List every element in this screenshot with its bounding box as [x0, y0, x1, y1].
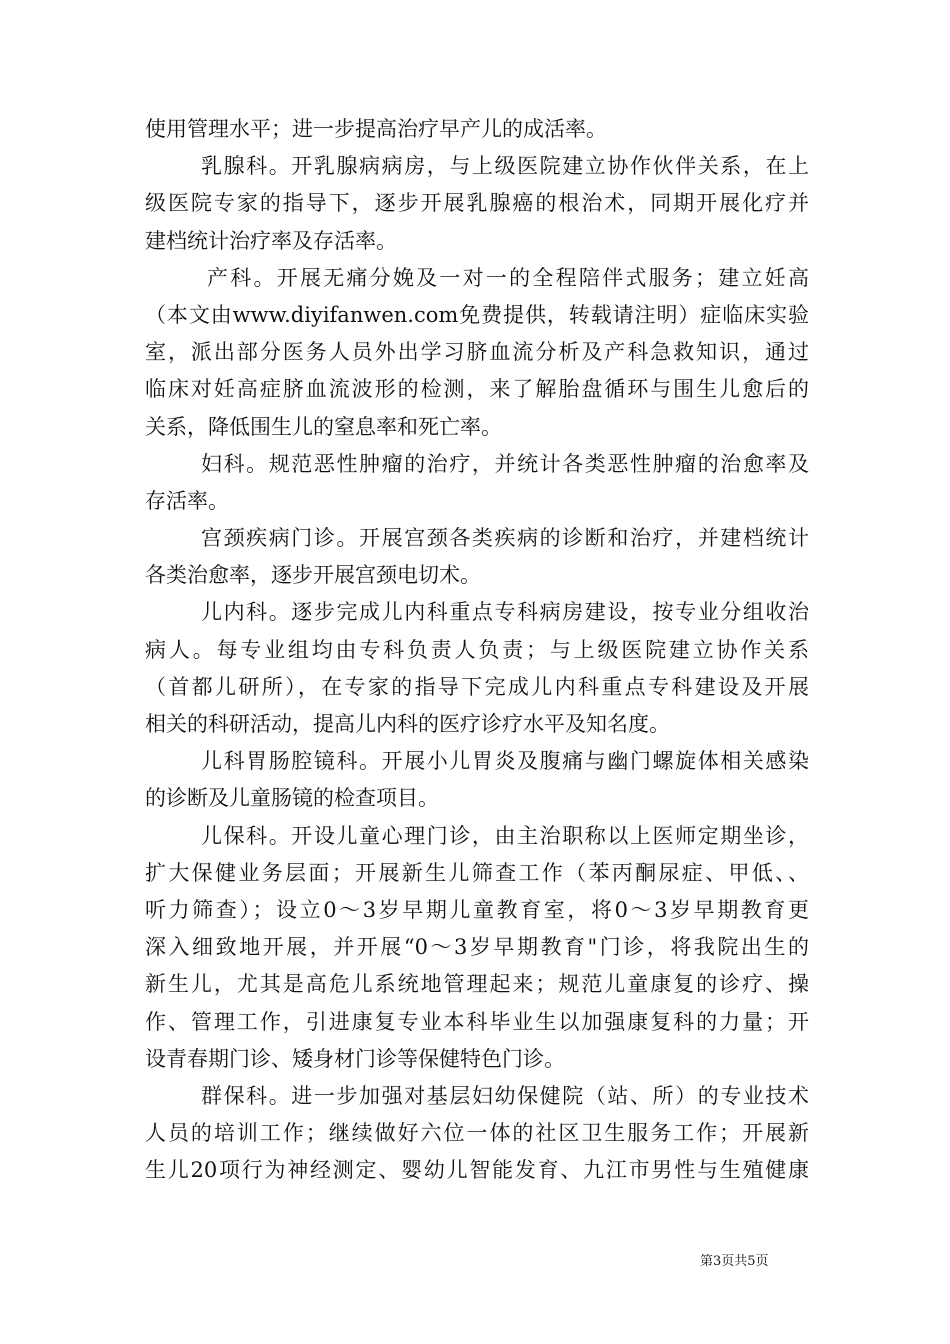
text-line: 各类治愈率，逐步开展宫颈电切术。 [145, 563, 481, 588]
text-line: （本文由www.diyifanwen.com免费提供，转载请注明）症临床实验 [145, 302, 809, 327]
text-line: 设青春期门诊、矮身材门诊等保健特色门诊。 [145, 1046, 565, 1071]
text-line: 妇科。规范恶性肿瘤的治疗，并统计各类恶性肿瘤的治愈率及 [201, 451, 809, 476]
text-line: （首都儿研所），在专家的指导下完成儿内科重点专科建设及开展 [145, 674, 809, 699]
text-line: 听力筛查）；设立0～3岁早期儿童教育室，将0～3岁早期教育更 [145, 897, 809, 922]
text-line: 儿保科。开设儿童心理门诊，由主治职称以上医师定期坐诊， [201, 823, 809, 848]
text-line: 产科。开展无痛分娩及一对一的全程陪伴式服务；建立妊高 [207, 265, 809, 290]
text-line: 建档统计治疗率及存活率。 [145, 228, 397, 253]
document-body [145, 111, 809, 1189]
text-line: 作、管理工作，引进康复专业本科毕业生以加强康复科的力量；开 [145, 1009, 809, 1034]
text-line: 乳腺科。开乳腺病病房，与上级医院建立协作伙伴关系，在上 [201, 154, 809, 179]
text-line: 新生儿，尤其是高危儿系统地管理起来；规范儿童康复的诊疗、操 [145, 972, 809, 997]
text-line: 使用管理水平；进一步提高治疗早产儿的成活率。 [145, 117, 607, 141]
text-line: 儿内科。逐步完成儿内科重点专科病房建设，按专业分组收治 [201, 600, 809, 625]
text-line: 扩大保健业务层面；开展新生儿筛查工作（苯丙酮尿症、甲低、、 [145, 860, 809, 885]
text-line: 级医院专家的指导下，逐步开展乳腺癌的根治术，同期开展化疗并 [145, 191, 809, 216]
text-line: 的诊断及儿童肠镜的检查项目。 [145, 786, 439, 811]
text-line: 群保科。进一步加强对基层妇幼保健院（站、所）的专业技术 [201, 1083, 809, 1108]
text-line: 室，派出部分医务人员外出学习脐血流分析及产科急救知识，通过 [145, 340, 809, 365]
text-line: 病人。每专业组均由专科负责人负责；与上级医院建立协作关系 [145, 637, 809, 662]
page-number: 第3页共5页 [700, 1254, 769, 1269]
text-line: 儿科胃肠腔镜科。开展小儿胃炎及腹痛与幽门螺旋体相关感染 [201, 749, 809, 774]
text-line: 深入细致地开展，并开展“0～3岁早期教育"门诊，将我院出生的 [145, 935, 809, 960]
text-line: 生儿20项行为神经测定、婴幼儿智能发育、九江市男性与生殖健康 [145, 1158, 809, 1183]
text-line: 关系，降低围生儿的窒息率和死亡率。 [145, 414, 502, 439]
text-line: 存活率。 [145, 488, 229, 513]
text-line: 人员的培训工作；继续做好六位一体的社区卫生服务工作；开展新 [145, 1121, 809, 1146]
text-line: 临床对妊高症脐血流波形的检测，来了解胎盘循环与围生儿愈后的 [145, 377, 809, 402]
text-line: 相关的科研活动，提高儿内科的医疗诊疗水平及知名度。 [145, 712, 670, 736]
text-line: 宫颈疾病门诊。开展宫颈各类疾病的诊断和治疗，并建档统计 [201, 526, 809, 551]
